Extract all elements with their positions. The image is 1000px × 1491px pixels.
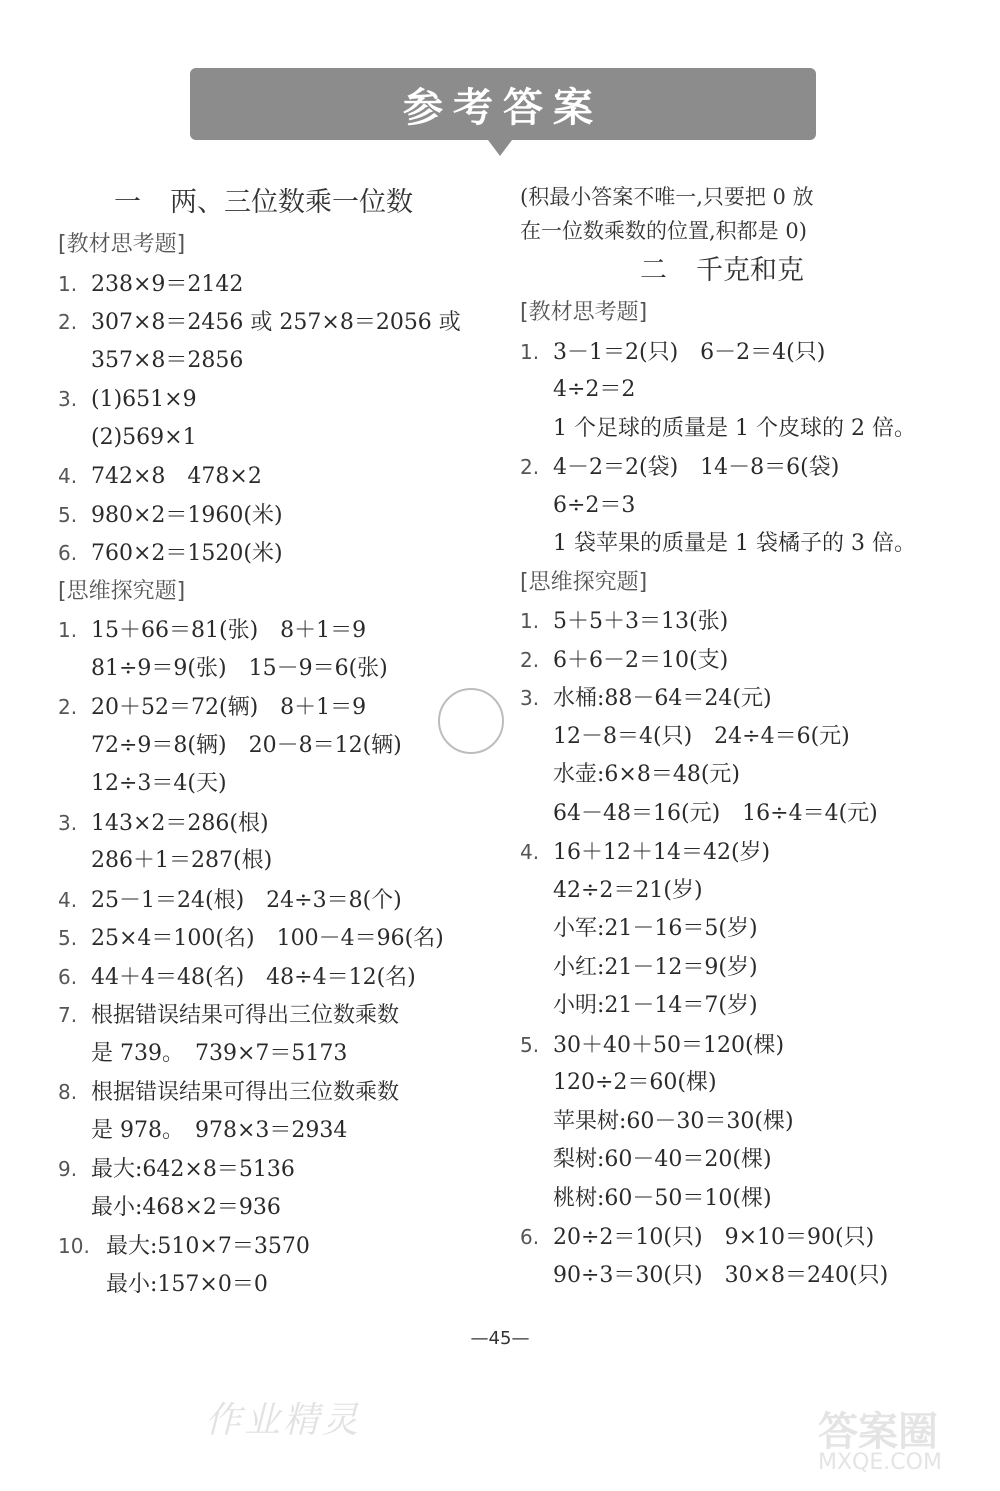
answer-number: 1. [520,339,540,364]
answer-line [58,1189,498,1228]
answer-item [58,303,498,380]
answer-line [520,949,960,988]
answer-line [58,265,498,304]
answer-line [520,833,960,872]
answer-line [58,342,498,381]
answer-item [58,919,498,958]
answer-line [520,410,960,449]
answer-number: 9. [58,1157,78,1181]
subsection-heading: [思维探究题] [58,578,186,604]
answer-line [520,756,960,795]
answer-text: 25－1＝24(根) 24÷3＝8(个) [91,887,402,913]
answer-line [58,727,498,766]
subsection-heading: [教材思考题] [520,300,648,325]
answer-text: 742×8 478×2 [91,464,262,489]
answer-line [520,987,960,1026]
answer-line [58,419,498,458]
answer-text: 小明:21－14＝7(岁) [553,993,758,1018]
answer-item [58,881,498,920]
answer-text: 42÷2＝21(岁) [553,877,703,903]
answer-line [520,487,960,526]
answer-text: 90÷3＝30(只) 30×8＝240(只) [553,1262,889,1288]
answer-line [58,996,498,1035]
answer-text: 12÷3＝4(天) [91,771,227,796]
answer-line [58,1112,498,1151]
answer-text: 286＋1＝287(根) [91,848,273,873]
answer-item [58,496,498,535]
answer-line [520,1064,960,1103]
answer-text: 15＋66＝81(张) 8＋1＝9 [91,618,367,643]
answer-number: 1. [520,609,540,633]
answer-number: 10. [58,1234,90,1258]
answer-line [58,496,498,535]
watermark-url: MXQE.COM [818,1450,942,1475]
answer-item [58,804,498,881]
answer-line [520,1180,960,1219]
answer-line [520,718,960,757]
answer-number: 4. [520,840,540,864]
page-title: 参考答案 [403,84,603,131]
banner-pointer [488,140,512,156]
subsection-heading: [教材思考题] [58,232,186,257]
answer-item [58,611,498,688]
note-line: (积最小答案不唯一,只要把 0 放 [520,185,814,209]
answer-line [58,650,498,689]
answer-list [58,265,498,573]
answer-text: 81÷9＝9(张) 15－9＝6(张) [91,655,388,681]
answer-text: 苹果树:60－30＝30(棵) [553,1108,794,1134]
page-number: —45— [470,1328,530,1349]
answer-line [520,1257,960,1296]
answer-list [520,602,960,1295]
answer-number: 6. [520,1225,540,1249]
answer-number: 1. [58,271,78,296]
answer-text: 20÷2＝10(只) 9×10＝90(只) [553,1225,875,1250]
answer-line [520,679,960,718]
answer-list [520,333,960,564]
answer-number: 1. [58,618,78,642]
section-heading [520,248,960,294]
answer-number: 5. [520,1032,540,1057]
answer-text: 小红:21－12＝9(岁) [553,954,758,980]
answer-line [520,1026,960,1065]
section-heading [58,180,498,226]
answer-text: 6÷2＝3 [553,492,636,518]
answer-text: 4÷2＝2 [553,377,636,402]
answer-line [58,958,498,997]
answer-text: (1)651×9 [91,387,197,412]
section-number: 二 [640,255,667,286]
watermark-text: 作业精灵 [205,1400,362,1441]
answer-text: 水壶:6×8＝48(元) [553,762,741,787]
answer-text: 根据错误结果可得出三位数乘数 [91,1080,400,1105]
answer-line [520,1141,960,1180]
section-title: 两、三位数乘一位数 [170,187,413,218]
answer-number: 4. [58,464,78,488]
answer-text: 最大:510×7＝3570 [106,1234,310,1259]
section-title: 千克和克 [696,255,804,286]
answer-number: 3. [58,387,78,411]
section-number: 一 [114,187,141,218]
stamp-seal [438,688,504,754]
answer-line [520,795,960,834]
answer-text: 小军:21－16＝5(岁) [553,916,758,941]
watermark-logo: 答案圈 [818,1409,938,1455]
answer-line [58,1266,498,1305]
answer-text: 238×9＝2142 [91,271,244,297]
answer-item [520,641,960,680]
answer-number: 4. [58,887,78,912]
answer-number: 3. [520,686,540,710]
answer-text: 根据错误结果可得出三位数乘数 [91,1003,400,1028]
answer-item [520,679,960,833]
answer-line [58,881,498,920]
answer-item [58,457,498,496]
answer-item [58,688,498,804]
answer-line [520,641,960,680]
answer-line [520,1103,960,1142]
answer-number: 2. [520,647,540,672]
answer-item [58,1227,498,1304]
answer-text: 4－2＝2(袋) 14－8＝6(袋) [553,455,840,480]
answer-number: 2. [520,455,540,479]
answer-text: 12－8＝4(只) 24÷4＝6(元) [553,723,850,749]
answer-item [58,380,498,457]
answer-item [58,1073,498,1150]
answer-line [58,842,498,881]
answer-text: 357×8＝2856 [91,347,244,373]
answer-text: 梨树:60－40＝20(棵) [553,1147,772,1172]
answer-text: 1 袋苹果的质量是 1 袋橘子的 3 倍。 [553,531,916,556]
answer-text: 64－48＝16(元) 16÷4＝4(元) [553,800,878,826]
answer-text: 760×2＝1520(米) [91,541,283,566]
left-column [58,180,498,1304]
answer-text: 5＋5＋3＝13(张) [553,609,729,634]
answer-text: 6＋6－2＝10(支) [553,647,729,673]
answer-item [520,833,960,1026]
answer-text: 20＋52＝72(辆) 8＋1＝9 [91,695,367,720]
answer-number: 6. [58,541,78,565]
answer-item [520,448,960,564]
answer-line [58,1150,498,1189]
answer-number: 5. [58,502,78,527]
answer-item [58,1150,498,1227]
answer-line [58,457,498,496]
answer-text: 16＋12＋14＝42(岁) [553,840,771,865]
answer-list [58,611,498,1304]
answer-item [58,958,498,997]
answer-number: 6. [58,964,78,989]
answer-number: 3. [58,810,78,835]
answer-text: 最小:468×2＝936 [91,1194,281,1220]
answer-line [58,1227,498,1266]
answer-text: 143×2＝286(根) [91,810,269,836]
answer-text: (2)569×1 [91,424,197,450]
answer-text: 25×4＝100(名) 100－4＝96(名) [91,926,444,951]
title-banner [190,68,816,140]
subsection-heading: [思维探究题] [520,569,648,595]
answer-line [520,872,960,911]
answer-line [58,1073,498,1112]
answer-text: 44＋4＝48(名) 48÷4＝12(名) [91,964,416,990]
answer-line [520,1218,960,1257]
answer-text: 72÷9＝8(辆) 20－8＝12(辆) [91,732,402,758]
note-line: 在一位数乘数的位置,积都是 0) [520,219,807,243]
answer-number: 8. [58,1080,78,1104]
answer-number: 5. [58,926,78,950]
answer-item [58,265,498,304]
answer-line [58,765,498,804]
answer-line [520,910,960,949]
answer-line [520,602,960,641]
answer-line [58,380,498,419]
answer-text: 最大:642×8＝5136 [91,1157,295,1182]
answer-text: 30＋40＋50＝120(棵) [553,1032,785,1058]
answer-line [58,303,498,342]
answer-item [520,333,960,449]
answer-line [58,1035,498,1074]
answer-number: 2. [58,310,78,334]
answer-text: 最小:157×0＝0 [106,1271,268,1297]
answer-note [520,180,960,248]
answer-text: 是 978。 978×3＝2934 [91,1117,348,1143]
answer-text: 980×2＝1960(米) [91,502,283,528]
answer-text: 是 739。 739×7＝5173 [91,1040,348,1066]
answer-text: 1 个足球的质量是 1 个皮球的 2 倍。 [553,415,916,441]
answer-line [520,333,960,372]
answer-line [520,371,960,410]
answer-line [58,688,498,727]
answer-line [58,804,498,843]
answer-item [58,996,498,1073]
answer-text: 307×8＝2456 或 257×8＝2056 或 [91,310,461,335]
answer-item [520,1218,960,1295]
answer-line [58,919,498,958]
answer-number: 2. [58,695,78,719]
answer-item [520,602,960,641]
answer-item [520,1026,960,1219]
answer-text: 水桶:88－64＝24(元) [553,686,772,711]
answer-line [58,534,498,573]
right-column [520,180,960,1295]
answer-text: 桃树:60－50＝10(棵) [553,1185,772,1211]
answer-line [520,525,960,564]
answer-text: 120÷2＝60(棵) [553,1070,717,1095]
answer-line [58,611,498,650]
answer-text: 3－1＝2(只) 6－2＝4(只) [553,339,826,365]
answer-number: 7. [58,1003,78,1027]
answer-line [520,448,960,487]
answer-item [58,534,498,573]
